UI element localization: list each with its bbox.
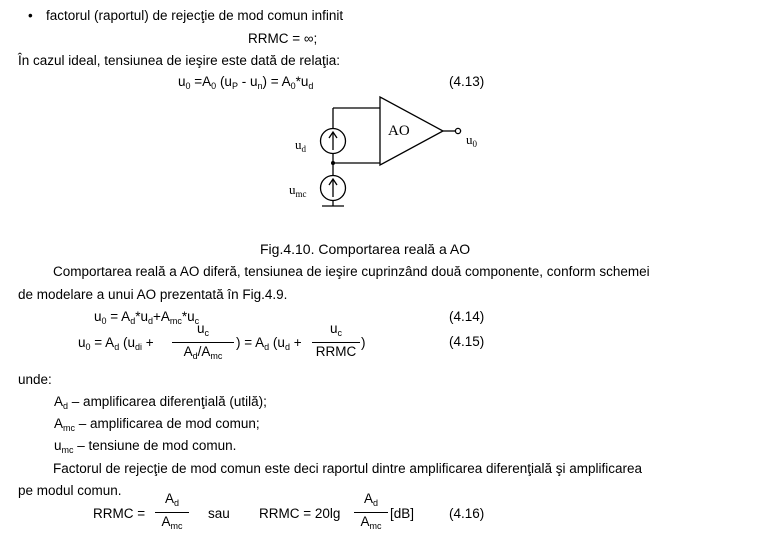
rrmc-infinite: RRMC = ∞; xyxy=(248,31,318,46)
equation-4-14: $u_0 = A_d*u_d+A_{mc}*u_c$ xyxy=(94,309,200,326)
definition-umc: $u_{mc}$ – tensiune de mod comun. xyxy=(54,438,237,455)
fraction-ad-over-amc: $A_d$ $A_{mc}$ xyxy=(155,491,189,534)
junction-dot xyxy=(331,161,335,165)
equation-4-16-lhs: RRMC = xyxy=(93,506,146,521)
paragraph-line-4: pe modul comun. xyxy=(18,483,122,498)
paragraph-line-3: Factorul de rejecţie de mod comun este deci raportul dintre amplificarea diferenţială şi amplificarea xyxy=(53,461,643,476)
definition-ad: $A_d$ – amplificarea diferenţială (utilă); xyxy=(54,394,267,411)
paragraph-line-1: Comportarea reală a AO diferă, tensiunea de ieşire cuprinzând două componente, conform schemei xyxy=(53,264,650,279)
ideal-case-text: În cazul ideal, tensiunea de ieşire este dată de relaţia: xyxy=(18,53,340,68)
bullet-text: factorul (raportul) de rejecţie de mod comun infinit xyxy=(46,8,344,23)
fraction-ad-over-amc-db: $A_d$ $A_{mc}$ xyxy=(354,491,388,534)
sau-label: sau xyxy=(208,506,230,521)
amp-label: AO xyxy=(388,123,410,139)
output-terminal xyxy=(455,128,460,133)
source-ud-label: $u_d$ xyxy=(295,137,306,154)
equation-4-15-left: $u_0 = A_d$ ($u_{di}$ + xyxy=(78,335,154,352)
paragraph-line-2: de modelare a unui AO prezentată în Fig.4.9. xyxy=(18,287,288,302)
equation-4-15-close: ) xyxy=(361,335,366,350)
equation-number-4-13: (4.13) xyxy=(449,74,485,89)
fraction-uc-over-rrmc: $u_c$ RRMC xyxy=(312,321,360,359)
equation-4-16-rhs-lhs: RRMC = 20lg xyxy=(259,506,341,521)
source-umc-label: $u_{mc}$ xyxy=(289,182,307,199)
output-label: $u_0$ xyxy=(466,132,477,149)
fraction-uc-over-ad-amc: $u_c$ $A_d/A_{mc}$ xyxy=(172,321,234,364)
bullet: • xyxy=(28,8,33,23)
equation-number-4-14: (4.14) xyxy=(449,309,485,324)
unde-label: unde: xyxy=(18,372,52,387)
definition-amc: $A_{mc}$ – amplificarea de mod comun; xyxy=(54,416,260,433)
db-unit: [dB] xyxy=(390,506,415,521)
equation-4-13: $u_0 =A_0$ $(u_P - u_n) = A_0*u_d$ xyxy=(178,74,314,91)
equation-number-4-16: (4.16) xyxy=(449,506,485,521)
equation-number-4-15: (4.15) xyxy=(449,334,485,349)
equation-4-15-middle: ) = $A_d$ ($u_d$ + xyxy=(236,335,302,352)
figure-caption: Fig.4.10. Comportarea reală a AO xyxy=(260,241,471,257)
